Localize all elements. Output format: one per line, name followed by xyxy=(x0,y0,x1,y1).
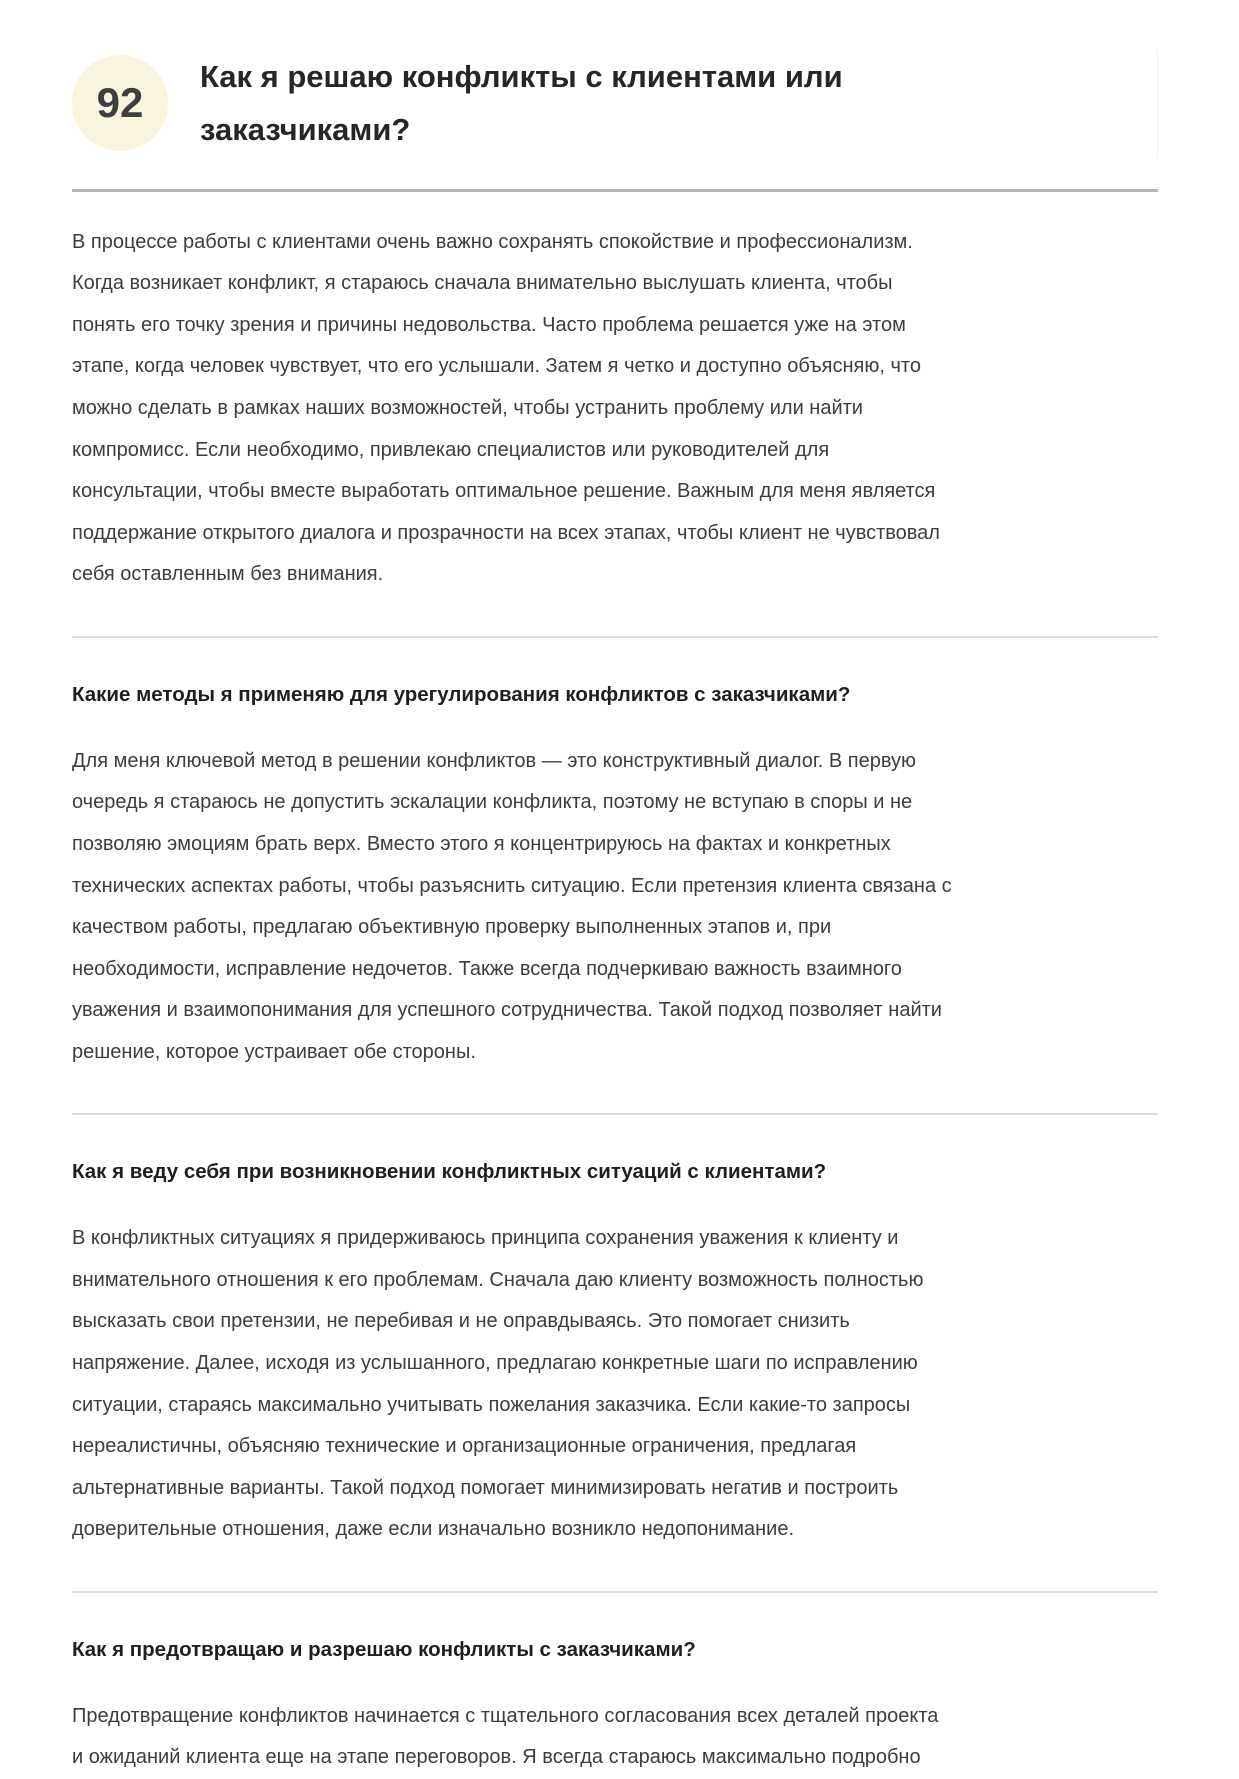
section-paragraph-behavior: В конфликтных ситуациях я придерживаюсь принципа сохранения уважения к клиенту и внимательного отношения к его проблемам. Сначала даю клиенту возможность полностью высказать свои претензии, не перебивая и не оправдываясь. Это помогает снизить напряжение. Далее, исходя из услышанного, предлагаю конкретные шаги по исправлению ситуации, стараясь максимально учитывать пожелания заказчика. Если какие-то запросы нереалистичны, объясняю технические и организационные ограничения, предлагая альтернативные варианты. Такой подход помогает минимизировать негатив и построить доверительные отношения, даже если изначально возникло недопонимание. xyxy=(72,1227,924,1541)
section-divider xyxy=(72,1591,1158,1593)
section-heading-behavior: Как я веду себя при возникновении конфликтных ситуаций с клиентами? xyxy=(72,1160,827,1184)
page-title: Как я решаю конфликты с клиентами или заказчиками? xyxy=(200,59,843,148)
section-paragraph-prevention: Предотвращение конфликтов начинается с тщательного согласования всех деталей проекта и ожиданий клиента еще на этапе переговоров. Я всегда стараюсь максимально подробно xyxy=(72,1704,939,1769)
document-content xyxy=(72,222,1158,1779)
section-divider xyxy=(72,1113,1158,1115)
section-heading-methods: Какие методы я применяю для урегулирования конфликтов с заказчиками? xyxy=(72,682,851,706)
document-header xyxy=(72,50,1158,157)
question-number-badge: 92 xyxy=(72,55,168,151)
intro-paragraph: В процессе работы с клиентами очень важно сохранять спокойствие и профессионализм. Когда возникает конфликт, я стараюсь сначала внимательно выслушать клиента, чтобы понять его точку зрения и причины недовольства. Часто проблема решается уже на этом этапе, когда человек чувствует, что его услышали. Затем я четко и доступно объясняю, что можно сделать в рамках наших возможностей, чтобы устранить проблему или найти компромисс. Если необходимо, привлекаю специалистов или руководителей для консультации, чтобы вместе выработать оптимальное решение. Важным для меня является поддержание открытого диалога и прозрачности на всех этапах, чтобы клиент не чувствовал себя оставленным без внимания. xyxy=(72,230,940,586)
section-divider xyxy=(72,636,1158,638)
section-paragraph-methods: Для меня ключевой метод в решении конфликтов — это конструктивный диалог. В первую очередь я стараюсь не допустить эскалации конфликта, поэтому не вступаю в споры и не позволяю эмоциям брать верх. Вместо этого я концентрируюсь на фактах и конкретных технических аспектах работы, чтобы разъяснить ситуацию. Если претензия клиента связана с качеством работы, предлагаю объективную проверку выполненных этапов и, при необходимости, исправление недочетов. Также всегда подчеркиваю важность взаимного уважения и взаимопонимания для успешного сотрудничества. Такой подход позволяет найти решение, которое устраивает обе стороны. xyxy=(72,749,952,1063)
title-divider xyxy=(72,189,1158,192)
section-heading-prevention: Как я предотвращаю и разрешаю конфликты с заказчиками? xyxy=(72,1637,696,1661)
